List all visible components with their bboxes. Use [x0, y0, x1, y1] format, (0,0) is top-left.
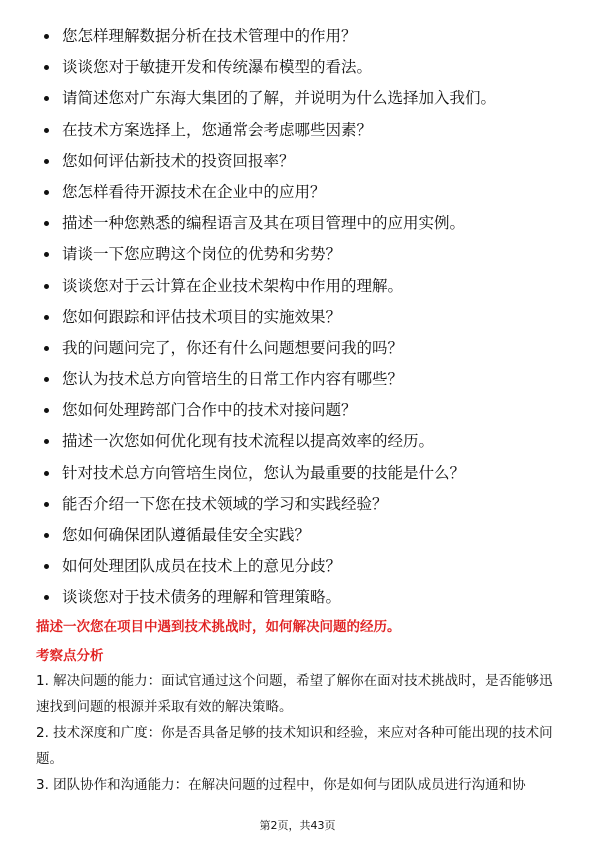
- question-text: 能否介绍一下您在技术领域的学习和实践经验？: [62, 494, 388, 513]
- list-item: [44, 180, 564, 211]
- list-item: [44, 523, 564, 554]
- highlight-question: 描述一次您在项目中遇到技术挑战时，如何解决问题的经历。: [36, 619, 401, 635]
- bullet-icon: [44, 564, 49, 569]
- bullet-icon: [44, 65, 49, 70]
- list-item: [44, 211, 564, 242]
- bullet-icon: [44, 190, 49, 195]
- question-text: 如何处理团队成员在技术上的意见分歧？: [62, 557, 342, 576]
- question-text: 描述一种您熟悉的编程语言及其在项目管理中的应用实例。: [62, 214, 466, 233]
- question-text: 在技术方案选择上，您通常会考虑哪些因素？: [62, 120, 373, 139]
- bullet-icon: [44, 471, 49, 476]
- bullet-icon: [44, 252, 49, 257]
- question-text: 您认为技术总方向管培生的日常工作内容有哪些？: [62, 370, 404, 389]
- bullet-icon: [44, 377, 49, 382]
- list-item: [44, 492, 564, 523]
- list-item: [44, 305, 564, 336]
- question-text: 描述一次您如何优化现有技术流程以提高效率的经历。: [62, 432, 435, 451]
- bullet-icon: [44, 34, 49, 39]
- bullet-icon: [44, 128, 49, 133]
- list-item: [44, 55, 564, 86]
- question-text: 针对技术总方向管培生岗位，您认为最重要的技能是什么？: [62, 463, 466, 482]
- list-item: [44, 398, 564, 429]
- list-item: [44, 367, 564, 398]
- list-item: [44, 336, 564, 367]
- question-text: 谈谈您对于云计算在企业技术架构中作用的理解。: [62, 276, 404, 295]
- question-list: [44, 24, 564, 617]
- question-text: 您怎样看待开源技术在企业中的应用？: [62, 182, 326, 201]
- list-item: [44, 554, 564, 585]
- analysis-paragraph: 3. 团队协作和沟通能力：在解决问题的过程中，你是如何与团队成员进行沟通和协: [36, 777, 526, 793]
- question-text: 谈谈您对于技术债务的理解和管理策略。: [62, 588, 342, 607]
- bullet-icon: [44, 221, 49, 226]
- list-item: [44, 118, 564, 149]
- question-text: 我的问题问完了，你还有什么问题想要问我的吗？: [62, 338, 404, 357]
- question-text: 您如何评估新技术的投资回报率？: [62, 151, 295, 170]
- bullet-icon: [44, 502, 49, 507]
- question-text: 您如何确保团队遵循最佳安全实践？: [62, 526, 311, 544]
- bullet-icon: [44, 346, 49, 351]
- bullet-icon: [44, 439, 49, 444]
- question-text: 谈谈您对于敏捷开发和传统瀑布模型的看法。: [62, 58, 373, 77]
- question-text: 请简述您对广东海大集团的了解，并说明为什么选择加入我们。: [62, 89, 497, 108]
- analysis-title: 考察点分析: [36, 648, 104, 664]
- list-item: [44, 24, 564, 55]
- list-item: [44, 86, 564, 117]
- analysis-paragraph: 2. 技术深度和广度：你是否具备足够的技术知识和经验，来应对各种可能出现的技术问题。: [36, 725, 553, 767]
- analysis-paragraph: 1. 解决问题的能力：面试官通过这个问题，希望了解你在面对技术挑战时，是否能够迅速找到问题的根源并采取有效的解决策略。: [36, 673, 553, 715]
- analysis-body: [36, 668, 561, 798]
- bullet-icon: [44, 284, 49, 289]
- list-item: [44, 149, 564, 180]
- bullet-icon: [44, 159, 49, 164]
- bullet-icon: [44, 315, 49, 320]
- bullet-icon: [44, 533, 49, 538]
- bullet-icon: [44, 96, 49, 101]
- list-item: [44, 585, 564, 616]
- bullet-icon: [44, 408, 49, 413]
- question-text: 您怎样理解数据分析在技术管理中的作用？: [62, 27, 357, 45]
- bullet-icon: [44, 595, 49, 600]
- question-text: 您如何跟踪和评估技术项目的实施效果？: [62, 307, 342, 326]
- list-item: [44, 274, 564, 305]
- list-item: [44, 429, 564, 460]
- page-number: 第2页，共43页: [259, 819, 336, 832]
- question-text: 您如何处理跨部门合作中的技术对接问题？: [62, 401, 357, 420]
- list-item: [44, 242, 564, 273]
- question-text: 请谈一下您应聘这个岗位的优势和劣势？: [62, 245, 342, 264]
- list-item: [44, 461, 564, 492]
